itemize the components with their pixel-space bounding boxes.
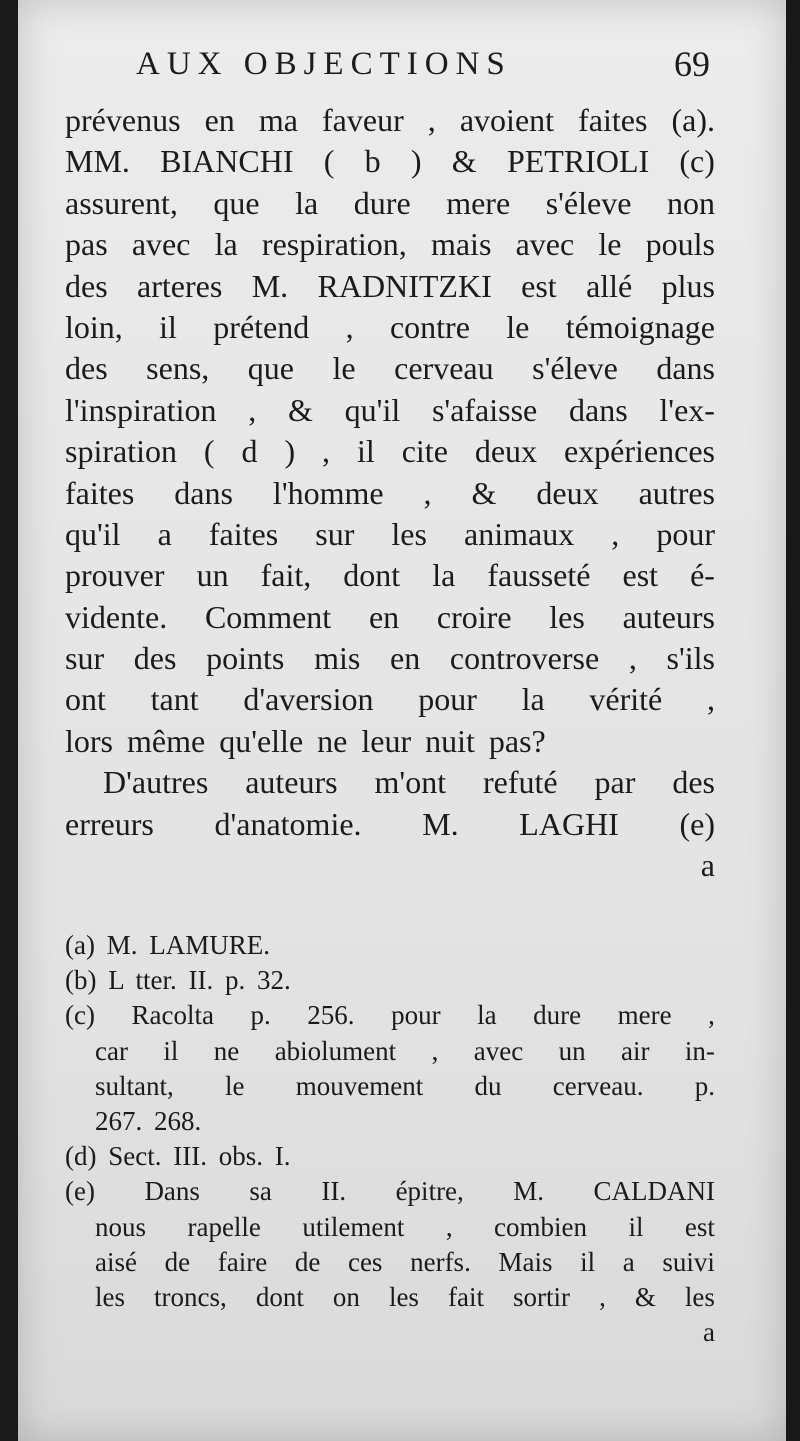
word: la — [432, 557, 456, 594]
word: autres — [638, 474, 715, 511]
word: prouver — [65, 557, 165, 594]
word: avec — [473, 1035, 524, 1066]
footnote-line — [65, 1034, 715, 1069]
word: , — [611, 515, 620, 552]
word: sens, — [146, 350, 210, 387]
word: M. — [422, 805, 459, 842]
footnote-line — [65, 1069, 715, 1104]
word: m'ont — [374, 764, 447, 801]
text-line — [65, 597, 715, 638]
text-line — [65, 762, 715, 803]
word: CALDANI — [593, 1176, 715, 1207]
word: auteurs — [245, 764, 338, 801]
word: abiolument — [274, 1035, 397, 1066]
word: faites — [578, 102, 648, 138]
footnote-line: (b) L tter. II. p. 32. — [65, 965, 291, 996]
word: , — [248, 391, 257, 428]
text-line — [65, 473, 715, 514]
word: les — [388, 1281, 419, 1312]
word: la — [214, 226, 238, 263]
word: que — [213, 184, 260, 221]
word: contre — [389, 308, 470, 345]
text-line — [65, 638, 715, 679]
word: les — [391, 515, 427, 552]
word: D'autres — [103, 764, 209, 801]
word: deux — [474, 433, 538, 470]
word: il — [580, 1246, 596, 1277]
word: points — [206, 640, 285, 677]
word: un — [196, 557, 229, 594]
word: de — [294, 1246, 321, 1277]
word: la — [477, 1000, 497, 1031]
word: combien — [494, 1211, 587, 1242]
word: & — [471, 474, 497, 511]
word: s'afaisse — [431, 391, 538, 428]
word: LAGHI — [519, 805, 619, 842]
word: deux — [536, 474, 599, 511]
word: MM. — [65, 143, 130, 180]
word: dans — [174, 474, 233, 511]
word: l'inspiration — [65, 391, 217, 428]
word: épitre, — [395, 1176, 464, 1207]
text-line — [65, 390, 715, 431]
word: b — [364, 143, 381, 180]
text-line — [65, 431, 715, 472]
word: s'éleve — [532, 350, 618, 387]
word: RADNITZKI — [317, 267, 492, 304]
catchword: a — [703, 1317, 715, 1348]
word: auteurs — [622, 598, 715, 635]
footnote-line: (d) Sect. III. obs. I. — [65, 1141, 291, 1172]
word: a — [622, 1246, 635, 1277]
word: nerfs. — [410, 1246, 471, 1277]
word: assurent, — [65, 184, 178, 221]
text-line — [65, 183, 715, 224]
word: ( — [323, 143, 335, 180]
word: BIANCHI — [160, 143, 294, 180]
word: les — [549, 598, 585, 635]
word: s'ils — [666, 640, 715, 677]
word: en — [368, 598, 400, 635]
word: est — [622, 557, 659, 594]
word: les — [684, 1281, 715, 1312]
word: est — [521, 267, 557, 304]
word: sultant, — [95, 1070, 174, 1101]
word: Comment — [204, 598, 332, 635]
book-edge — [786, 0, 800, 1441]
text-line — [65, 804, 715, 845]
word: aisé — [95, 1246, 137, 1277]
word: & — [288, 391, 313, 428]
text-line — [65, 679, 715, 720]
running-head: AUX OBJECTIONS — [136, 46, 512, 82]
word: (c) — [679, 143, 715, 180]
word: pour — [391, 1000, 441, 1031]
word: mere — [617, 1000, 672, 1031]
word: faites — [208, 515, 279, 552]
word: le — [225, 1070, 245, 1101]
word: mouvement — [295, 1070, 424, 1101]
word: troncs, — [154, 1281, 227, 1312]
word: il — [159, 308, 177, 345]
word: sur — [65, 640, 105, 677]
word: pour — [656, 515, 715, 552]
word: sa — [249, 1176, 272, 1207]
word: (e) — [65, 1176, 95, 1207]
word: pour — [418, 681, 477, 718]
text-line — [65, 266, 715, 307]
word: Dans — [144, 1176, 200, 1207]
word: spiration — [65, 433, 177, 470]
word: il — [356, 433, 375, 470]
word: mere — [446, 184, 511, 221]
word: PETRIOLI — [506, 143, 650, 180]
word: p. — [694, 1070, 715, 1101]
word: dure — [533, 1000, 582, 1031]
word: cite — [401, 433, 448, 470]
word: avec — [515, 226, 575, 263]
word: ma — [258, 102, 298, 138]
word: & — [451, 143, 477, 180]
word: d — [241, 433, 258, 470]
word: ( — [203, 433, 215, 470]
word: que — [247, 350, 294, 387]
word: sortir — [513, 1281, 571, 1312]
word: nous — [95, 1211, 147, 1242]
word: air — [621, 1035, 650, 1066]
word: arteres — [137, 267, 223, 304]
word: a — [157, 515, 172, 552]
word: dont — [343, 557, 401, 594]
word: ) — [284, 433, 296, 470]
footnote-line: (a) M. LAMURE. — [65, 930, 270, 960]
word: le — [598, 226, 622, 263]
word: qu'il — [65, 515, 121, 552]
word: , — [599, 1281, 606, 1312]
word: l'ex- — [659, 391, 715, 428]
word: é- — [690, 557, 715, 594]
word: loin, — [65, 308, 123, 345]
word: II. — [321, 1176, 347, 1207]
word: s'éleve — [545, 184, 632, 221]
word: des — [133, 640, 177, 677]
word: M. — [513, 1176, 545, 1207]
word: , — [628, 640, 637, 677]
word: car — [95, 1035, 128, 1066]
word: des — [672, 764, 715, 801]
word: , — [431, 1035, 439, 1066]
page-header — [18, 42, 786, 86]
word: pouls — [645, 226, 715, 263]
footnote-line — [65, 998, 715, 1033]
word: témoignage — [565, 308, 715, 345]
word: d'anatomie. — [214, 805, 362, 842]
word: mis — [314, 640, 361, 677]
word: ) — [410, 143, 422, 180]
main-text — [65, 100, 715, 886]
word: le — [506, 308, 530, 345]
word: ces — [347, 1246, 383, 1277]
word: il — [163, 1035, 179, 1066]
word: prévenus — [65, 102, 181, 138]
word: il — [628, 1211, 644, 1242]
word: l'homme — [272, 474, 384, 511]
footnotes — [65, 928, 715, 1350]
word: les — [95, 1281, 125, 1312]
word: croire — [436, 598, 512, 635]
word: avec — [131, 226, 191, 263]
word: dans — [569, 391, 628, 428]
footnote-line: 267. 268. — [95, 1105, 202, 1136]
word: prétend — [213, 308, 310, 345]
word: ont — [65, 681, 106, 718]
word: de — [164, 1246, 191, 1277]
word: cerveau. — [552, 1070, 644, 1101]
text-line: lors même qu'elle ne leur nuit pas? — [65, 722, 546, 759]
word: dans — [656, 350, 715, 387]
footnote-line — [65, 1210, 715, 1245]
word: avoient — [459, 102, 555, 138]
word: Racolta — [131, 1000, 214, 1031]
word: faire — [217, 1246, 268, 1277]
footnote-line — [65, 1280, 715, 1315]
word: erreurs — [65, 805, 154, 842]
word: , — [322, 433, 331, 470]
word: non — [666, 184, 715, 221]
word: (a). — [671, 102, 715, 138]
word: suivi — [662, 1246, 715, 1277]
word: 256. — [307, 1000, 355, 1031]
word: cerveau — [394, 350, 494, 387]
word: animaux — [464, 515, 575, 552]
word: & — [634, 1281, 656, 1312]
text-line — [65, 514, 715, 555]
text-line — [65, 141, 715, 182]
word: , — [423, 474, 432, 511]
word: est — [684, 1211, 715, 1242]
catchword: a — [700, 847, 715, 884]
word: du — [474, 1070, 502, 1101]
word: ne — [213, 1035, 240, 1066]
word: qu'il — [344, 391, 401, 428]
word: M. — [251, 267, 289, 304]
word: dont — [255, 1281, 304, 1312]
footnote-line — [65, 1245, 715, 1280]
word: refuté — [483, 764, 558, 801]
word: vidente. — [65, 598, 168, 635]
footnote-line — [65, 1174, 715, 1209]
word: respiration, — [261, 226, 407, 263]
word: in- — [684, 1035, 715, 1066]
word: sur — [315, 515, 355, 552]
word: fait — [447, 1281, 484, 1312]
text-line — [65, 100, 715, 141]
word: (e) — [679, 805, 715, 842]
word: , — [345, 308, 354, 345]
word: pas — [65, 226, 108, 263]
word: fait, — [260, 557, 312, 594]
word: faites — [65, 474, 135, 511]
word: d'aversion — [243, 681, 374, 718]
word: on — [332, 1281, 360, 1312]
text-line — [65, 307, 715, 348]
word: , — [706, 681, 715, 718]
word: utilement — [302, 1211, 405, 1242]
book-page — [18, 0, 786, 1441]
word: mais — [430, 226, 492, 263]
word: controverse — [449, 640, 600, 677]
word: un — [558, 1035, 586, 1066]
word: fausseté — [487, 557, 591, 594]
word: faveur — [322, 102, 404, 138]
word: Mais — [498, 1246, 553, 1277]
word: expériences — [563, 433, 715, 470]
word: dure — [353, 184, 411, 221]
word: tant — [150, 681, 199, 718]
word: , — [445, 1211, 453, 1242]
page-number: 69 — [674, 44, 710, 84]
word: la — [521, 681, 545, 718]
word: allé — [586, 267, 633, 304]
word: plus — [661, 267, 715, 304]
word: rapelle — [187, 1211, 261, 1242]
word: (c) — [65, 1000, 95, 1031]
word: en — [204, 102, 235, 138]
text-line — [65, 224, 715, 265]
text-line — [65, 555, 715, 596]
word: p. — [250, 1000, 271, 1031]
word: le — [332, 350, 356, 387]
text-line — [65, 348, 715, 389]
word: en — [389, 640, 421, 677]
word: , — [427, 102, 436, 138]
word: la — [295, 184, 319, 221]
word: , — [708, 1000, 715, 1031]
word: des — [65, 350, 108, 387]
word: des — [65, 267, 108, 304]
word: par — [594, 764, 636, 801]
word: vérité — [589, 681, 663, 718]
